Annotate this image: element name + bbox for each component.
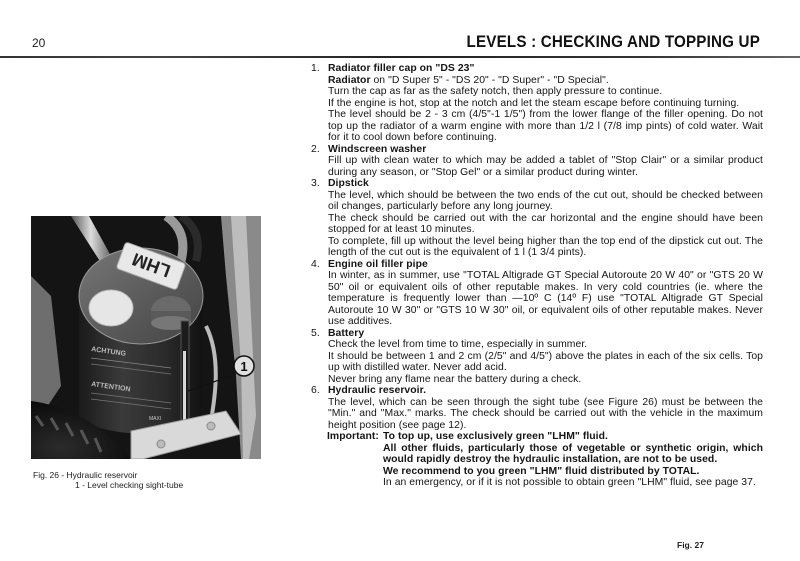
- item-heading: Hydraulic reservoir.: [328, 385, 427, 396]
- item-paragraph: It should be between 1 and 2 cm (2/5" and 4/5") above the plates in each of the six cells. Top up with distilled water. Never add acid.: [328, 350, 763, 373]
- hydraulic-reservoir-photo: [31, 216, 261, 459]
- item-paragraph: If the engine is hot, stop at the notch and let the steam escape before continuing turning.: [328, 97, 740, 109]
- lhm-label-text: LHM: [129, 248, 174, 282]
- figure-27-label: Fig. 27: [677, 540, 704, 550]
- figure-26-caption: [33, 470, 183, 490]
- item-paragraph: Fill up with clean water to which may be added a tablet of "Stop Clair" or a similar product during any season, or "Stop Gel" or a similar product during winter.: [328, 155, 763, 178]
- important-notice: [327, 431, 763, 489]
- item-number: 3.: [311, 178, 320, 189]
- item-paragraph: Turn the cap as far as the safety notch, then apply pressure to continue.: [328, 86, 663, 97]
- item-heading: Battery: [328, 327, 365, 339]
- important-line-2: All other fluids, particularly those of vegetable or synthetic origin, which would rapidly destroy the hydraulic installation, are not to be used.: [383, 442, 763, 465]
- important-line-1: To top up, use exclusively green "LHM" fluid.: [383, 431, 608, 442]
- item-paragraph: To complete, fill up without the level being higher than the top end of the dipstick cut out. The length of the cut out is the equivalent of 1 l (1 3/4 pints).: [328, 235, 763, 258]
- list-item-hydraulic-reservoir: [311, 385, 763, 489]
- item-paragraph: The level should be 2 - 3 cm (4/5"-1 1/5") from the lower flange of the filler opening. Do not top up the radiator of a warm engine with more than 1/2 l (7/8 imp pints) of cold water. Wait for it to cool down before continuing.: [328, 109, 763, 143]
- list-item-radiator: [311, 63, 763, 144]
- list-item-battery: [311, 328, 763, 386]
- item-paragraph: In winter, as in summer, use "TOTAL Altigrade GT Special Autoroute 20 W 40" or "GTS 20 W 50" oil or equivalent oils of other reputable makes. In very cold countries (ie. where the temperature is frequently lower than —10º C (14º F) use "TOTAL Altigrade GT Special Autoroute 10 W 30" or "GTS 10 W 30" oil, or equivalent oils of other reputable makes. Never use additives.: [328, 270, 763, 327]
- caption-line-1: Fig. 26 - Hydraulic reservoir: [33, 470, 138, 480]
- can-text-attention: ATTENTION: [90, 381, 131, 394]
- item-heading: Radiator filler cap on "DS 23": [328, 63, 475, 74]
- page-title: LEVELS : CHECKING AND TOPPING UP: [466, 33, 760, 51]
- important-line-3: We recommend to you green "LHM" fluid distributed by TOTAL.: [383, 465, 700, 477]
- item-paragraph: Never bring any flame near the battery during a check.: [328, 373, 582, 385]
- item-heading: Engine oil filler pipe: [328, 258, 428, 270]
- header-rule: [0, 56, 800, 58]
- item-paragraph: The level, which should be between the two ends of the cut out, should be checked between oil changes, particularly before any long journey.: [328, 189, 763, 212]
- item-number: 4.: [311, 258, 320, 270]
- list-item-engine-oil: [311, 259, 763, 328]
- item-heading: Dipstick: [328, 178, 369, 189]
- can-text-maxi: MAXI: [149, 416, 162, 422]
- caption-line-2: 1 - Level checking sight-tube: [75, 480, 184, 490]
- page-number: 20: [32, 36, 46, 50]
- item-subheading-rest: on "D Super 5" - "DS 20" - "D Super" - "D Special".: [370, 74, 609, 86]
- item-paragraph: Check the level from time to time, especially in summer.: [328, 339, 588, 350]
- item-heading: Windscreen washer: [328, 143, 427, 155]
- list-item-dipstick: [311, 178, 763, 259]
- can-text-achtung: ACHTUNG: [90, 346, 127, 358]
- item-paragraph: The check should be carried out with the car horizontal and the engine should have been stopped for at least 10 minutes.: [328, 212, 763, 235]
- item-number: 6.: [311, 385, 320, 396]
- list-item-windscreen-washer: [311, 144, 763, 179]
- instructions-list: [311, 63, 763, 489]
- important-line-4: In an emergency, or if it is not possible to obtain green "LHM" fluid, see page 37.: [383, 477, 756, 488]
- important-label: Important:: [327, 431, 379, 442]
- item-paragraph: The level, which can be seen through the sight tube (see Figure 26) must be between the "Min." and "Max." marks. The check should be carried out with the vehicle in the maximum height position (see page 12).: [328, 396, 763, 431]
- reservoir-photo-illustration: [31, 216, 261, 459]
- item-number: 2.: [311, 143, 320, 155]
- item-number: 5.: [311, 327, 320, 339]
- item-subheading-bold: Radiator: [328, 74, 371, 86]
- item-number: 1.: [311, 63, 320, 74]
- item-subheading: [328, 75, 763, 87]
- callout-1-label: 1: [240, 359, 248, 374]
